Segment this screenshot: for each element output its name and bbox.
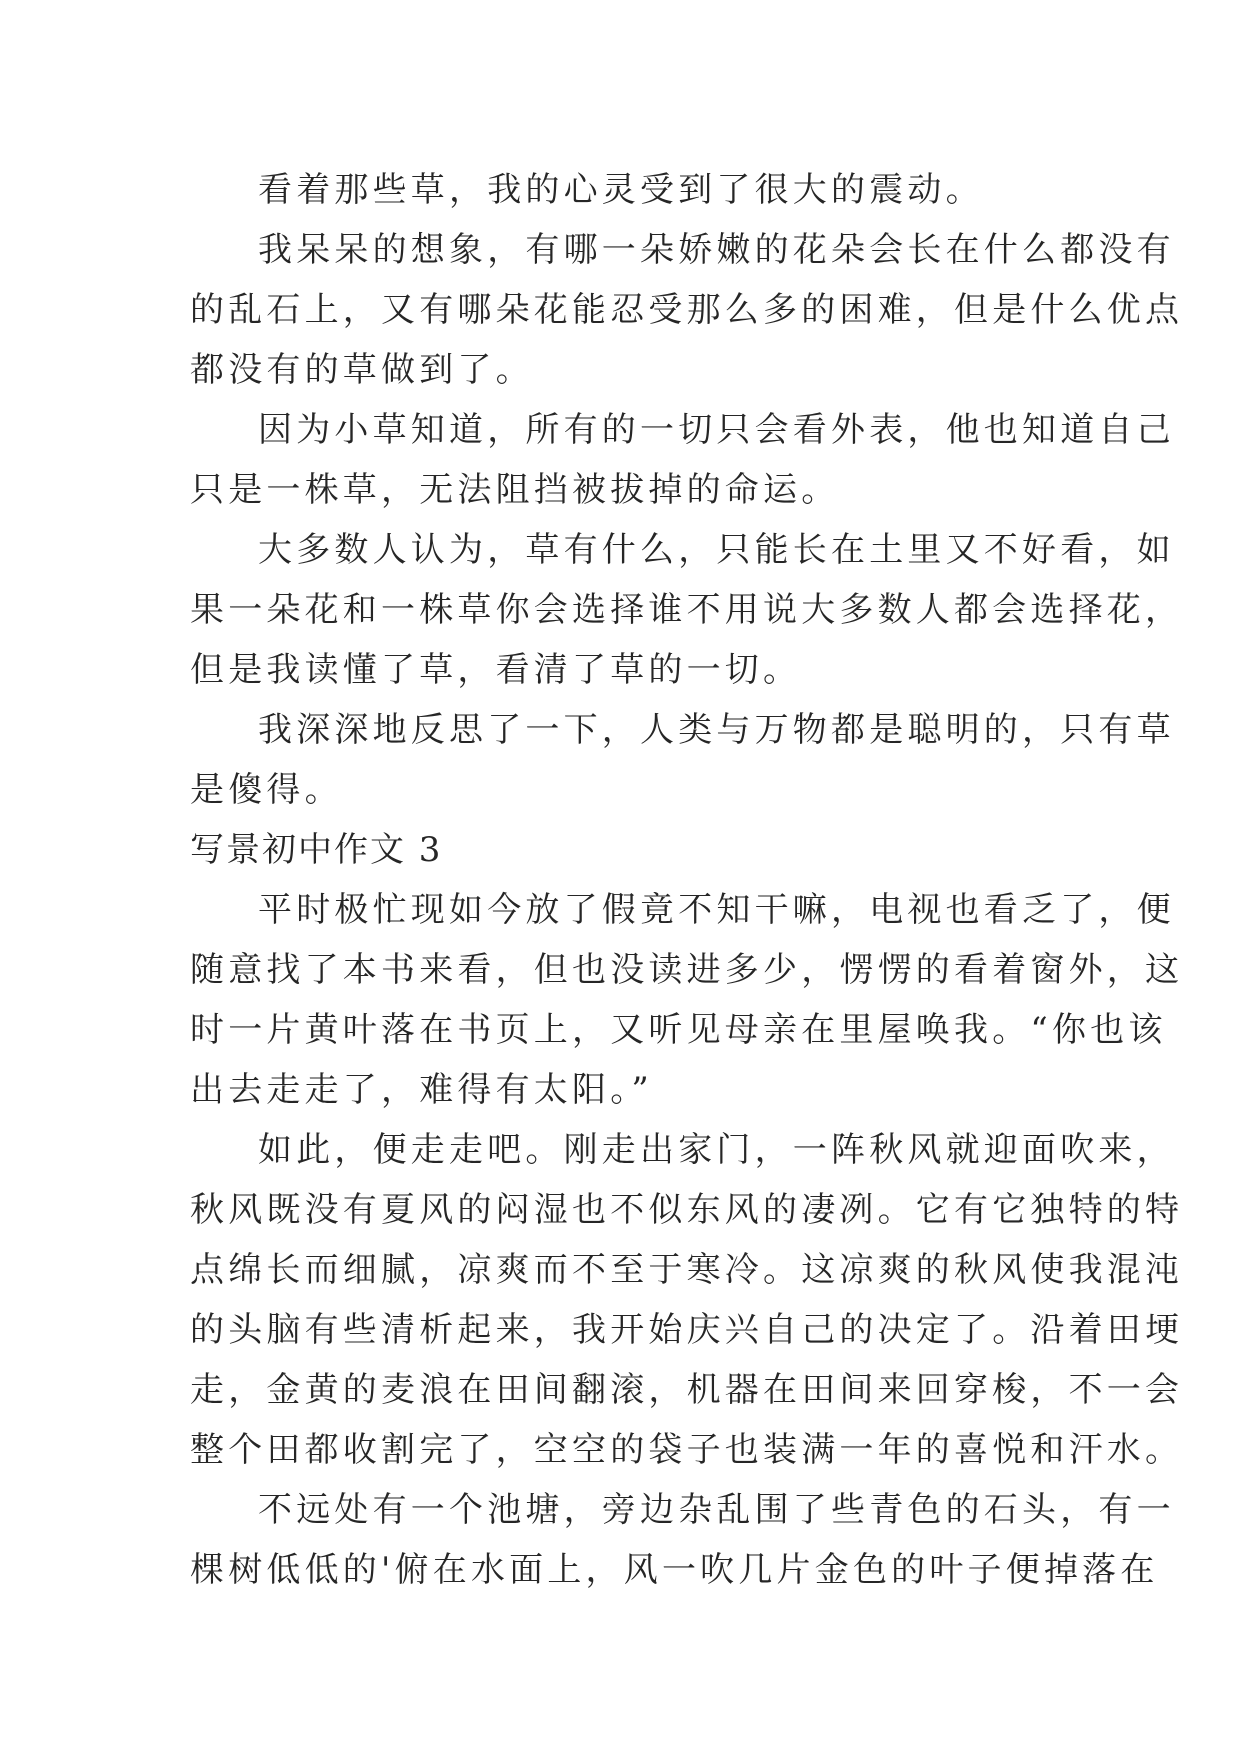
paragraph-line: 点绵长而细腻，凉爽而不至于寒冷。这凉爽的秋风使我混沌 (190, 1250, 1184, 1290)
paragraph-line: 我呆呆的想象，有哪一朵娇嫩的花朵会长在什么都没有 (258, 230, 1175, 270)
paragraph-line: 平时极忙现如今放了假竟不知干嘛，电视也看乏了，便 (258, 890, 1175, 930)
paragraph-line: 都没有的草做到了。 (190, 350, 534, 390)
paragraph-line: 的头脑有些清析起来，我开始庆兴自己的决定了。沿着田埂 (190, 1310, 1184, 1350)
paragraph-line: 我深深地反思了一下，人类与万物都是聪明的，只有草 (258, 710, 1175, 750)
paragraph-line: 但是我读懂了草，看清了草的一切。 (190, 650, 802, 690)
paragraph-line: 如此，便走走吧。刚走出家门，一阵秋风就迎面吹来， (258, 1130, 1175, 1170)
paragraph (190, 400, 1175, 520)
paragraph (190, 520, 1184, 700)
paragraph-line: 果一朵花和一株草你会选择谁不用说大多数人都会选择花， (190, 590, 1184, 630)
paragraph (190, 160, 1056, 220)
paragraph-line: 时一片黄叶落在书页上，又听见母亲在里屋唤我。“你也该 (190, 1010, 1167, 1050)
paragraph (190, 220, 1184, 400)
paragraph-line: 走，金黄的麦浪在田间翻滚，机器在田间来回穿梭，不一会 (190, 1370, 1184, 1410)
paragraph-line: 因为小草知道，所有的一切只会看外表，他也知道自己 (258, 410, 1175, 450)
section-heading: 写景初中作文 3 (190, 830, 443, 870)
paragraph (190, 1480, 1175, 1600)
paragraph-line: 不远处有一个池塘，旁边杂乱围了些青色的石头，有一 (258, 1490, 1175, 1530)
paragraph-line: 出去走走了，难得有太阳。” (190, 1070, 653, 1110)
paragraph (190, 700, 1175, 820)
paragraph-line: 是傻得。 (190, 770, 343, 810)
paragraph (190, 1120, 1184, 1480)
paragraph-line: 的乱石上，又有哪朵花能忍受那么多的困难，但是什么优点 (190, 290, 1184, 330)
paragraph-line: 随意找了本书来看，但也没读进多少，愣愣的看着窗外，这 (190, 950, 1184, 990)
paragraph (190, 880, 1184, 1120)
paragraph-line: 看着那些草，我的心灵受到了很大的震动。 (258, 170, 984, 210)
paragraph-line: 整个田都收割完了，空空的袋子也装满一年的喜悦和汗水。 (190, 1430, 1184, 1470)
paragraph-line: 大多数人认为，草有什么，只能长在土里又不好看，如 (258, 530, 1175, 570)
document-body (190, 160, 1184, 1600)
paragraph-line: 棵树低低的'俯在水面上，风一吹几片金色的叶子便掉落在 (190, 1550, 1159, 1590)
paragraph-line: 只是一株草，无法阻挡被拔掉的命运。 (190, 470, 840, 510)
paragraph-line: 秋风既没有夏风的闷湿也不似东风的凄冽。它有它独特的特 (190, 1190, 1184, 1230)
